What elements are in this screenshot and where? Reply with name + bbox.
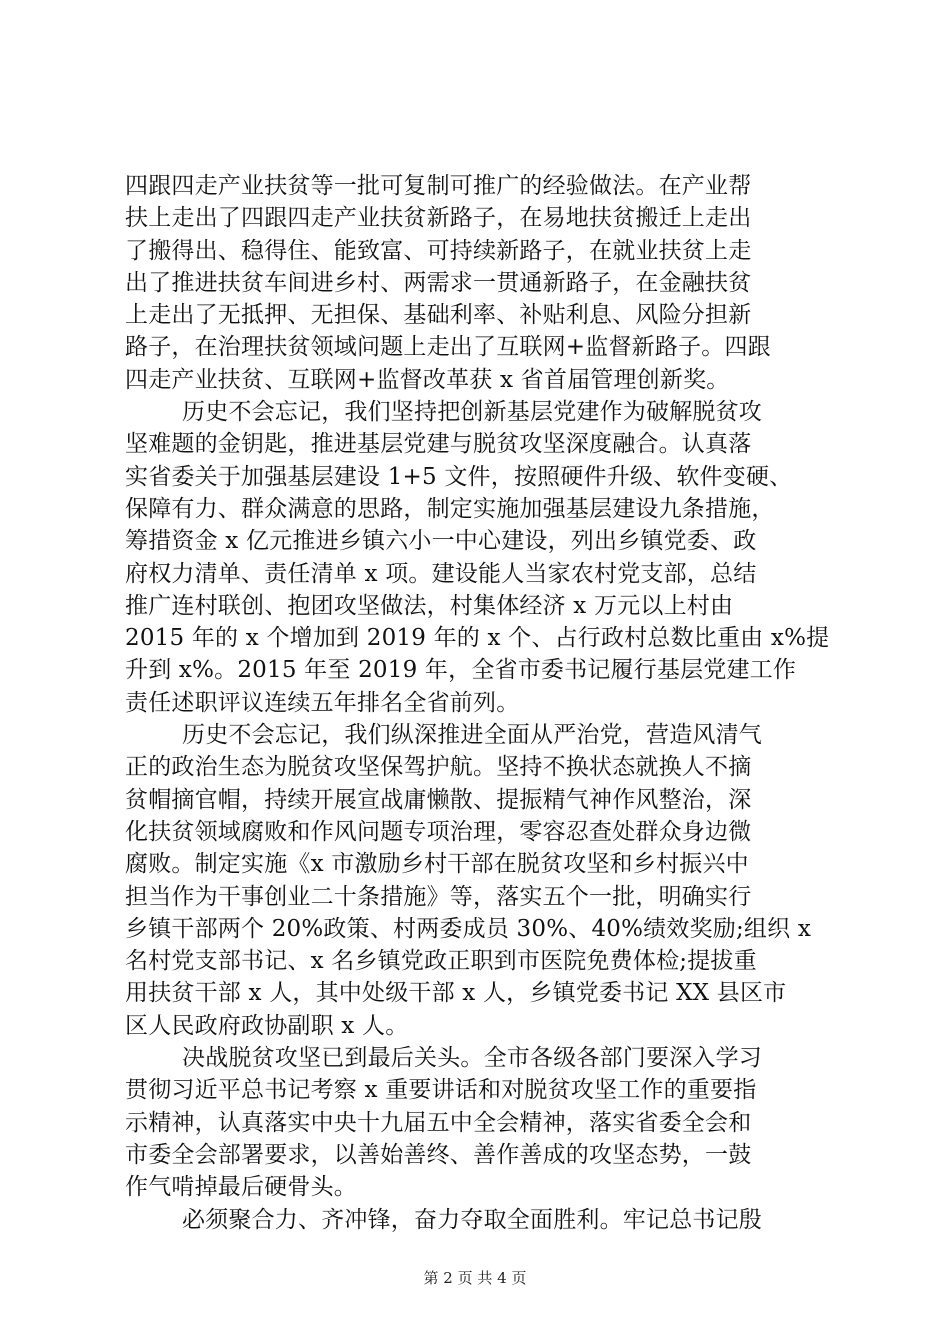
paragraph-first-line: 历史不会忘记，我们坚持把创新基层党建作为破解脱贫攻 — [182, 399, 762, 426]
text-line: 四走产业扶贫、互联网+监督改革获 x 省首届管理创新奖。 — [125, 366, 730, 393]
text-line: 坚难题的金钥匙，推进基层党建与脱贫攻坚深度融合。认真落 — [125, 431, 752, 458]
text-line: 正的政治生态为脱贫攻坚保驾护航。坚持不换状态就换人不摘 — [125, 754, 752, 781]
text-line: 府权力清单、责任清单 x 项。建设能人当家农村党支部，总结 — [125, 560, 757, 587]
text-line: 出了推进扶贫车间进乡村、两需求一贯通新路子，在金融扶贫 — [125, 269, 752, 296]
text-line: 腐败。制定实施《x 市激励乡村干部在脱贫攻坚和乡村振兴中 — [125, 851, 749, 878]
text-line: 示精神，认真落实中央十九届五中全会精神，落实省委全会和 — [125, 1109, 752, 1136]
text-line: 升到 x%。2015 年至 2019 年，全省市委书记履行基层党建工作 — [125, 657, 797, 684]
text-line: 用扶贫干部 x 人，其中处级干部 x 人，乡镇党委书记 XX 县区市 — [125, 980, 787, 1007]
paragraph-first-line: 必须聚合力、齐冲锋，奋力夺取全面胜利。牢记总书记殷 — [182, 1206, 762, 1233]
text-line: 了搬得出、稳得住、能致富、可持续新路子，在就业扶贫上走 — [125, 237, 752, 264]
text-line: 区人民政府政协副职 x 人。 — [125, 1012, 409, 1039]
paragraph-first-line: 决战脱贫攻坚已到最后关头。全市各级各部门要深入学习 — [182, 1045, 762, 1072]
page-footer: 第 2 页 共 4 页 — [423, 1269, 527, 1287]
text-line: 上走出了无抵押、无担保、基础利率、补贴利息、风险分担新 — [125, 302, 752, 329]
text-line: 化扶贫领域腐败和作风问题专项治理，零容忍查处群众身边微 — [125, 818, 752, 845]
text-line: 名村党支部书记、x 名乡镇党政正职到市医院免费体检;提拔重 — [125, 948, 757, 975]
text-line: 作气啃掉最后硬骨头。 — [125, 1174, 357, 1201]
text-line: 实省委关于加强基层建设 1+5 文件，按照硬件升级、软件变硬、 — [125, 463, 793, 490]
paragraph-first-line: 历史不会忘记，我们纵深推进全面从严治党，营造风清气 — [182, 722, 762, 749]
text-line: 市委全会部署要求，以善始善终、善作善成的攻坚态势，一鼓 — [125, 1141, 752, 1168]
text-line: 担当作为干事创业二十条措施》等，落实五个一批，明确实行 — [125, 883, 752, 910]
text-line: 四跟四走产业扶贫等一批可复制可推广的经验做法。在产业帮 — [125, 173, 752, 199]
text-line: 筹措资金 x 亿元推进乡镇六小一中心建设，列出乡镇党委、政 — [125, 528, 757, 555]
text-line: 贯彻习近平总书记考察 x 重要讲话和对脱贫攻坚工作的重要指 — [125, 1077, 757, 1104]
text-line: 保障有力、群众满意的思路，制定实施加强基层建设九条措施， — [125, 495, 775, 522]
text-line: 扶上走出了四跟四走产业扶贫新路子，在易地扶贫搬迁上走出 — [125, 205, 752, 232]
text-line: 乡镇干部两个 20%政策、村两委成员 30%、40%绩效奖励;组织 x — [125, 915, 812, 942]
text-line: 责任述职评议连续五年排名全省前列。 — [125, 689, 520, 716]
text-line: 推广连村联创、抱团攻坚做法，村集体经济 x 万元以上村由 — [125, 592, 734, 619]
document-body — [125, 170, 829, 1236]
text-line: 2015 年的 x 个增加到 2019 年的 x 个、占行政村总数比重由 x%提 — [125, 625, 830, 652]
text-line: 路子，在治理扶贫领域问题上走出了互联网+监督新路子。四跟 — [125, 334, 771, 361]
text-line: 贫帽摘官帽，持续开展宣战庸懒散、提振精气神作风整治，深 — [125, 786, 752, 813]
